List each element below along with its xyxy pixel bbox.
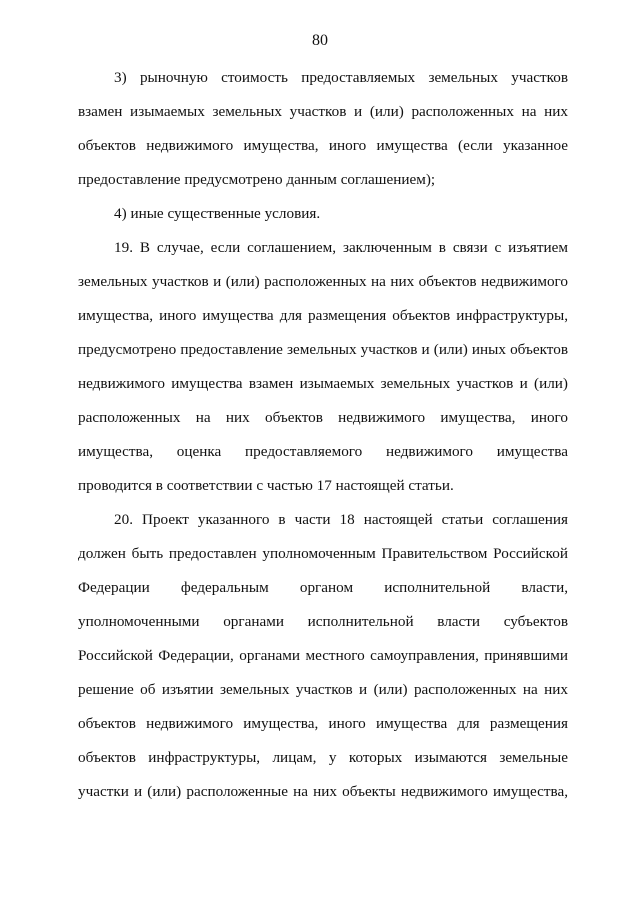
text-line: объектов инфраструктуры, лицам, у которых изымаются земельные	[78, 749, 568, 766]
text-line: проводится в соответствии с частью 17 настоящей статьи.	[78, 477, 454, 494]
text-line: Российской Федерации, органами местного самоуправления, принявшими	[78, 647, 568, 664]
text-line: должен быть предоставлен уполномоченным Правительством Российской	[78, 545, 568, 562]
text-line: объектов недвижимого имущества, иного имущества для размещения	[78, 715, 568, 732]
text-line: имущества, иного имущества для размещения объектов инфраструктуры,	[78, 307, 568, 324]
text-line: предоставление предусмотрено данным соглашением);	[78, 171, 436, 188]
text-line: недвижимого имущества взамен изымаемых земельных участков и (или)	[78, 375, 568, 392]
text-line: имущества, оценка предоставляемого недвижимого имущества	[78, 443, 568, 460]
text-line: земельных участков и (или) расположенных на них объектов недвижимого	[78, 273, 568, 290]
text-line: 19. В случае, если соглашением, заключенным в связи с изъятием	[114, 239, 568, 256]
text-line: уполномоченными органами исполнительной власти субъектов	[78, 613, 568, 630]
text-line: 3) рыночную стоимость предоставляемых земельных участков	[114, 69, 568, 86]
text-line: 20. Проект указанного в части 18 настоящей статьи соглашения	[114, 511, 568, 528]
text-line: Федерации федеральным органом исполнительной власти,	[78, 579, 568, 596]
text-line: расположенных на них объектов недвижимого имущества, иного	[78, 409, 568, 426]
text-line: решение об изъятии земельных участков и (или) расположенных на них	[78, 681, 568, 698]
text-line: 4) иные существенные условия.	[114, 205, 321, 222]
document-body	[78, 61, 568, 809]
text-line: предусмотрено предоставление земельных участков и (или) иных объектов	[78, 341, 568, 358]
text-line: объектов недвижимого имущества, иного имущества (если указанное	[78, 137, 568, 154]
text-line: взамен изымаемых земельных участков и (или) расположенных на них	[78, 103, 568, 120]
page-number: 80	[312, 32, 328, 49]
text-line: участки и (или) расположенные на них объекты недвижимого имущества,	[78, 783, 568, 800]
